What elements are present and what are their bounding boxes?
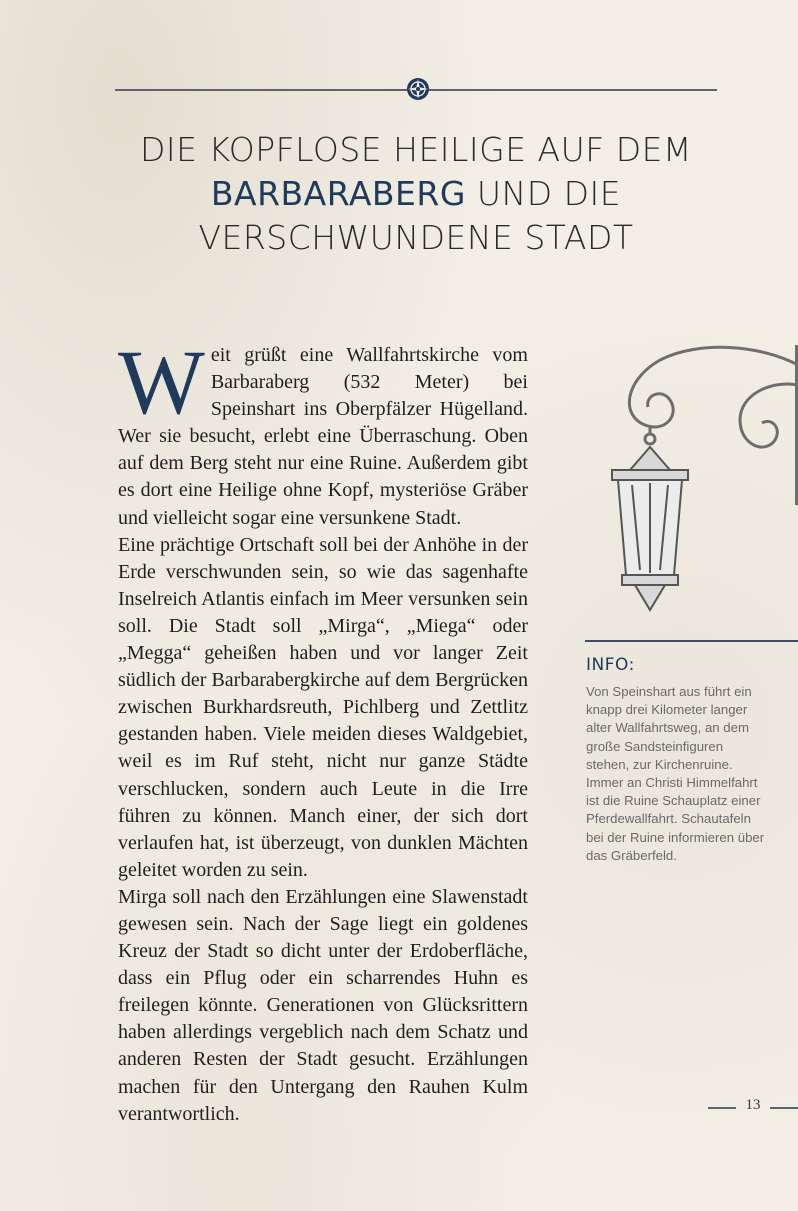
page-title (120, 128, 712, 260)
paragraph-1 (118, 331, 528, 532)
drop-cap: W (118, 331, 205, 433)
paragraph-2: Eine prächtige Ortschaft soll bei der Anhöhe in der Erde verschwunden sein, so wie das sagenhafte Inselreich Atlantis einfach im Meer versunken sein soll. Die Stadt soll „Mirga“, „Miega“ oder „Megga“ geheißen haben und vor langer Zeit südlich der Barbarabergkirche auf dem Bergrücken zwischen Burkhardsreuth, Pichlberg und Zettlitz gestanden haben. Viele meiden dieses Waldgebiet, weil es im Ruf steht, nicht nur ganze Städte verschlucken, sondern auch Leute in die Irre führen zu können. Manch einer, der sich dort verlaufen hat, ist überzeugt, von dunklen Mächten geleitet worden zu sein. (118, 533, 528, 881)
page-number-rule-left (708, 1107, 736, 1109)
street-lantern-illustration (590, 325, 798, 625)
title-line-1: DIE KOPFLOSE HEILIGE AUF DEM (139, 130, 692, 169)
paragraph-3: Mirga soll nach den Erzählungen eine Slawenstadt gewesen sein. Nach der Sage liegt ein goldenes Kreuz der Stadt so dicht unter der Erdoberfläche, dass ein Pflug oder ein scharrendes Huhn es freilegen könnte. Generationen von Glücksrittern haben allerdings vergeblich nach dem Schatz und anderen Resten der Stadt gesucht. Erzählungen machen für den Untergang den Rauhen Kulm verantwortlich. (118, 885, 528, 1125)
title-line-3: VERSCHWUNDENE STADT (198, 218, 634, 257)
info-rule (585, 640, 798, 642)
compass-rose-icon (405, 76, 431, 102)
title-highlight: BARBARABERG (210, 174, 466, 213)
title-line-2-rest: UND DIE (465, 174, 622, 213)
info-heading: INFO: (586, 655, 635, 675)
body-text (118, 331, 528, 1128)
page-number-rule-right (770, 1107, 798, 1109)
info-text: Von Speinshart aus führt ein knapp drei Kilometer langer alter Wallfahrtsweg, an dem große Sandsteinfiguren stehen, zur Kirchenruine. Immer an Christi Himmelfahrt ist die Ruine Schauplatz einer Pferdewallfahrt. Schautafeln bei der Ruine informieren über das Gräberfeld. (586, 684, 765, 863)
paragraph-1-text: eit grüßt eine Wallfahrtskirche vom Barbaraberg (532 Meter) bei Speinshart ins Oberpfälzer Hügelland. Wer sie besucht, erlebt eine Überraschung. Oben auf dem Berg steht nur eine Ruine. Außerdem gibt es dort eine Heilige ohne Kopf, mysteriöse Gräber und vielleicht sogar eine versunkene Stadt. (118, 344, 528, 529)
page-number: 13 (745, 1097, 761, 1113)
